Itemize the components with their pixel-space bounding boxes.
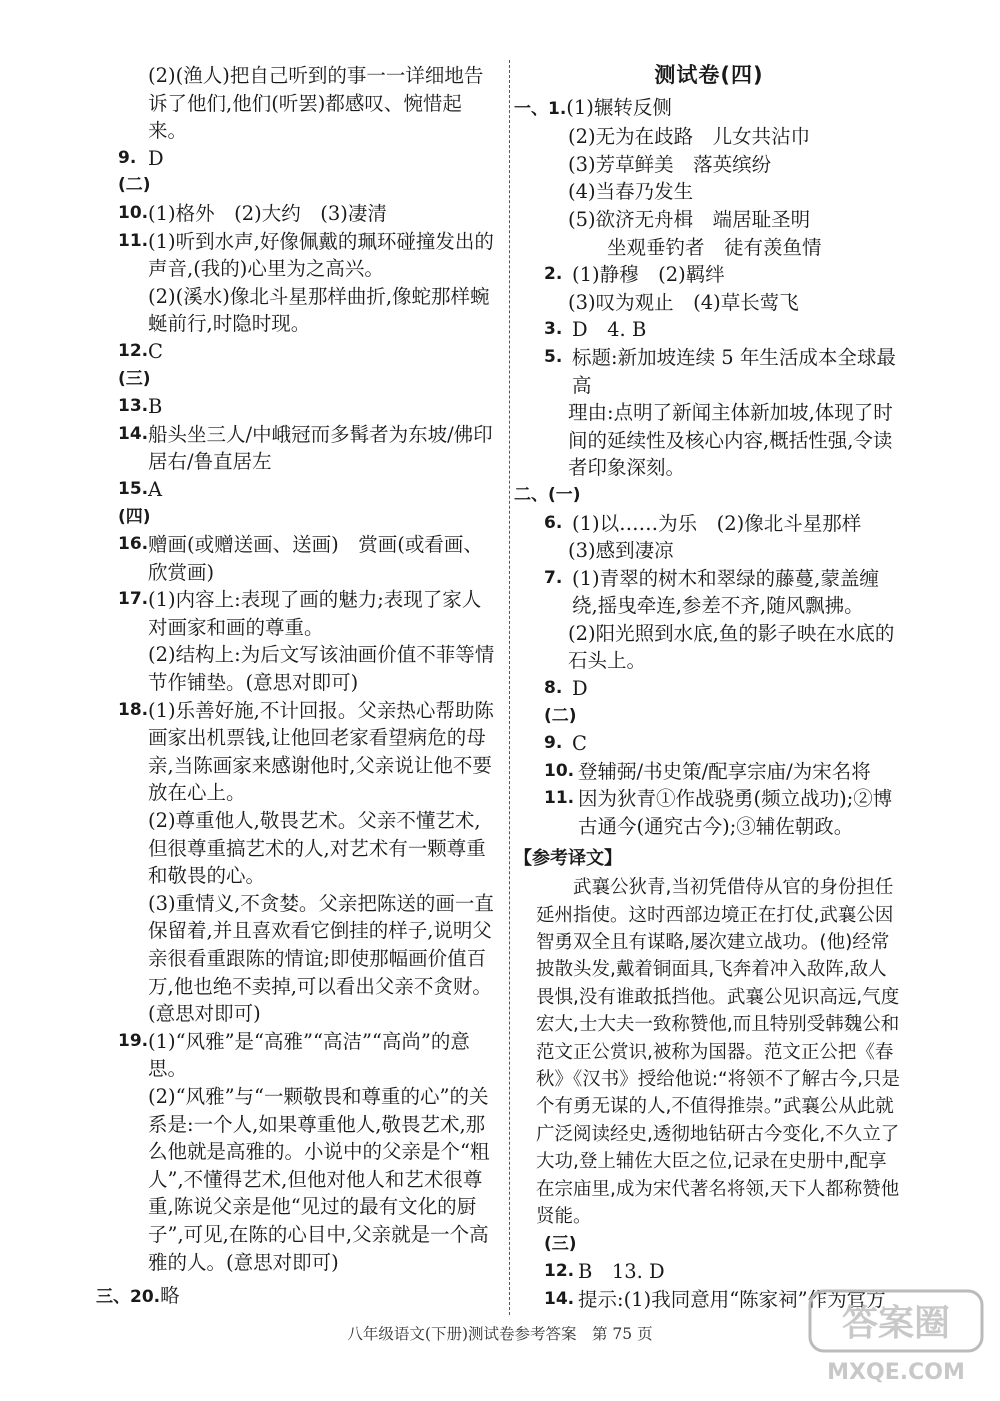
answer-5 <box>514 344 904 399</box>
question-number: 11. <box>118 230 149 251</box>
column-divider <box>509 60 510 1315</box>
answer-8 <box>514 675 904 703</box>
question-number: 18. <box>118 699 149 720</box>
answer-text: D <box>572 677 588 701</box>
answer-5-part-2: 理由:点明了新闻主体新加坡,体现了时间的延续性及核心内容,概括性强,令读者印象深刻。 <box>568 401 893 480</box>
answer-10 <box>118 200 498 228</box>
answer-text: B <box>148 395 163 419</box>
question-number: 9. <box>118 147 137 168</box>
answer-3-4 <box>514 316 904 344</box>
answer-text: D <box>148 146 164 170</box>
question-number: 10. <box>544 760 575 781</box>
section-number: 一、 <box>514 98 548 119</box>
question-number: 13. <box>118 396 149 417</box>
question-number: 14. <box>544 1288 575 1309</box>
answer-1-part-5: (5)欲济无舟楫 端居耻圣明 <box>568 207 811 231</box>
answer-text: 登辅弼/书史策/配享宗庙/为宋名将 <box>578 759 871 783</box>
answer-9 <box>514 730 904 758</box>
answer-7-part-2: (2)阳光照到水底,鱼的影子映在水底的石头上。 <box>568 621 895 673</box>
answer-11 <box>118 228 498 283</box>
answer-1-part-3: (3)芳草鲜美 落英缤纷 <box>568 152 772 176</box>
test-paper-title: 测试卷(四) <box>654 63 764 87</box>
left-column <box>96 62 498 1312</box>
section-heading: (二) <box>544 705 577 726</box>
reference-translation-text: 武襄公狄青,当初凭借侍从官的身份担任延州指使。这时西部边境正在打仗,武襄公因智勇双全且有谋略,屡次建立战功。(他)经常披散头发,戴着铜面具,飞奔着冲入敌阵,敌人畏惧,没有谁敢抵挡他。武襄公见识高远,气度宏大,士大夫一致称赞他,而且特别受韩魏公和范文正公赏识,被称为国器。范文正公把《春秋》《汉书》授给他说:“将领不了解古今,只是个有勇无谋的人,不值得推崇。”武襄公从此就广泛阅读经史,透彻地钻研古今变化,不久立了大功,登上辅佐大臣之位,记录在史册中,配享在宗庙里,成为宋代著名将领,天下人都称赞他贤能。 <box>536 877 900 1228</box>
answer-text: A <box>148 477 163 501</box>
question-number: 17. <box>118 589 149 610</box>
question-number: 11. <box>544 788 575 809</box>
question-number: 10. <box>118 202 149 223</box>
section-number: 三、 <box>96 1287 130 1308</box>
answer-text: 提示:(1)我同意用“陈家祠”作为官方 <box>578 1287 886 1311</box>
answer-text: B 13. D <box>578 1260 665 1284</box>
question-number: 8. <box>544 678 563 699</box>
answer-7 <box>514 565 904 620</box>
answer-text: (1)“风雅”是“高雅”“高洁”“高尚”的意思。 <box>148 1029 470 1081</box>
reference-translation <box>514 874 904 1230</box>
section-heading: (二) <box>118 175 151 196</box>
answer-text: (1)内容上:表现了画的魅力;表现了家人对画家和画的尊重。 <box>148 588 482 639</box>
answer-16 <box>118 531 498 586</box>
question-number: 20. <box>130 1287 161 1308</box>
answer-text: 因为狄青①作战骁勇(频立战功);②博古通今(通究古今);③辅佐朝政。 <box>578 787 893 839</box>
watermark-text: 答案圈 <box>841 1303 951 1344</box>
answer-1-part-4: (4)当春乃发生 <box>568 180 694 204</box>
answer-text: C <box>148 339 163 363</box>
answer-18 <box>118 697 498 807</box>
question-number: 19. <box>118 1030 149 1051</box>
answer-19-part-2: (2)“风雅”与“一颗敬畏和尊重的心”的关系是:一个人,如果尊重他人,敬畏艺术,那么他就是高雅的。小说中的父亲是个“粗人”,不懂得艺术,但他对他人和艺术很尊重,陈说父亲是他“见过的最有文化的厨子”,可见,在陈的心目中,父亲就是一个高雅的人。(意思对即可) <box>148 1084 490 1274</box>
question-number: 7. <box>544 567 563 588</box>
answer-text: (1)以……为乐 (2)像北斗星那样 <box>572 511 862 535</box>
question-number: 2. <box>544 264 563 285</box>
answer-12 <box>118 338 498 366</box>
question-number: 14. <box>118 423 149 444</box>
answer-text: (1)听到水声,好像佩戴的珮环碰撞发出的声音,(我的)心里为之高兴。 <box>148 229 494 281</box>
answer-text: (1)青翠的树木和翠绿的藤蔓,蒙盖缠绕,摇曳牵连,参差不齐,随风飘拂。 <box>572 566 879 618</box>
question-number: 1. <box>548 98 567 119</box>
answer-6-part-2: (3)感到凄凉 <box>568 539 674 563</box>
section-heading: 二、(一) <box>514 484 581 505</box>
answer-15 <box>118 476 498 504</box>
answer-text: 标题:新加坡连续 5 年生活成本全球最高 <box>572 345 896 397</box>
answer-14 <box>118 421 498 476</box>
answer-text: 赠画(或赠送画、送画) 赏画(或看画、欣赏画) <box>148 533 483 584</box>
section-heading: (三) <box>544 1233 577 1254</box>
question-number: 6. <box>544 512 563 533</box>
watermark-logo <box>806 1285 986 1387</box>
answer-17-part-2: (2)结构上:为后文写该油画价值不菲等情节作铺垫。(意思对即可) <box>148 643 495 695</box>
answer-text: 略 <box>160 1284 180 1308</box>
answer-6 <box>514 510 904 538</box>
answer-text: 船头坐三人/中峨冠而多髯者为东坡/佛印居右/鲁直居左 <box>148 422 493 474</box>
answer-1-part-5-line-2: 坐观垂钓者 徒有羡鱼情 <box>568 235 822 259</box>
question-number: 3. <box>544 319 563 340</box>
answer-2-part-2: (3)叹为观止 (4)草长莺飞 <box>568 290 799 314</box>
answer-18-part-2: (2)尊重他人,敬畏艺术。父亲不懂艺术,但很尊重搞艺术的人,对艺术有一颗尊重和敬畏的心。 <box>148 809 486 888</box>
answer-13 <box>118 393 498 421</box>
answer-20 <box>96 1282 498 1312</box>
section-heading: (三) <box>118 368 151 389</box>
answer-17 <box>118 586 498 641</box>
answer-text: C <box>572 732 587 756</box>
answer-text: (1)乐善好施,不计回报。父亲热心帮助陈画家出机票钱,让他回老家看望病危的母亲,当陈画家来感谢他时,父亲说让他不要放在心上。 <box>148 698 494 805</box>
page-footer: 八年级语文(下册)测试卷参考答案 第 75 页 <box>347 1325 653 1343</box>
question-number: 9. <box>544 733 563 754</box>
answer-12-13 <box>514 1258 904 1286</box>
reference-translation-label: 【参考译文】 <box>514 847 622 869</box>
answer-1-part-2: (2)无为在歧路 儿女共沾巾 <box>568 125 811 149</box>
right-column <box>514 62 904 1313</box>
watermark-url: MXQE.COM <box>827 1360 965 1385</box>
question-number: 5. <box>544 346 563 367</box>
answer-text: (1)辗转反侧 <box>566 95 672 119</box>
answer-text: D 4. B <box>572 318 647 342</box>
question-number: 12. <box>118 340 149 361</box>
answer-8-part-2: (2)(渔人)把自己听到的事一一详细地告诉了他们,他们(听罢)都感叹、惋惜起来。 <box>148 64 484 143</box>
question-number: 15. <box>118 478 149 499</box>
answer-11 <box>514 785 904 840</box>
section-heading: (四) <box>118 506 151 527</box>
question-number: 16. <box>118 534 149 555</box>
question-number: 12. <box>544 1261 575 1282</box>
answer-9 <box>118 145 498 173</box>
answer-11-part-2: (2)(溪水)像北斗星那样曲折,像蛇那样蜿蜒前行,时隐时现。 <box>148 284 490 336</box>
answer-10 <box>514 758 904 786</box>
answer-2 <box>514 261 904 289</box>
answer-text: (1)格外 (2)大约 (3)凄清 <box>148 201 387 225</box>
answer-text: (1)静穆 (2)羁绊 <box>572 263 725 287</box>
answer-1 <box>514 94 904 124</box>
answer-18-part-3: (3)重情义,不贪婪。父亲把陈送的画一直保留着,并且喜欢看它倒挂的样子,说明父亲很看重跟陈的情谊;即使那幅画价值百万,他也绝不卖掉,可以看出父亲不贪财。(意思对即可) <box>148 891 494 1026</box>
answer-19 <box>118 1028 498 1083</box>
